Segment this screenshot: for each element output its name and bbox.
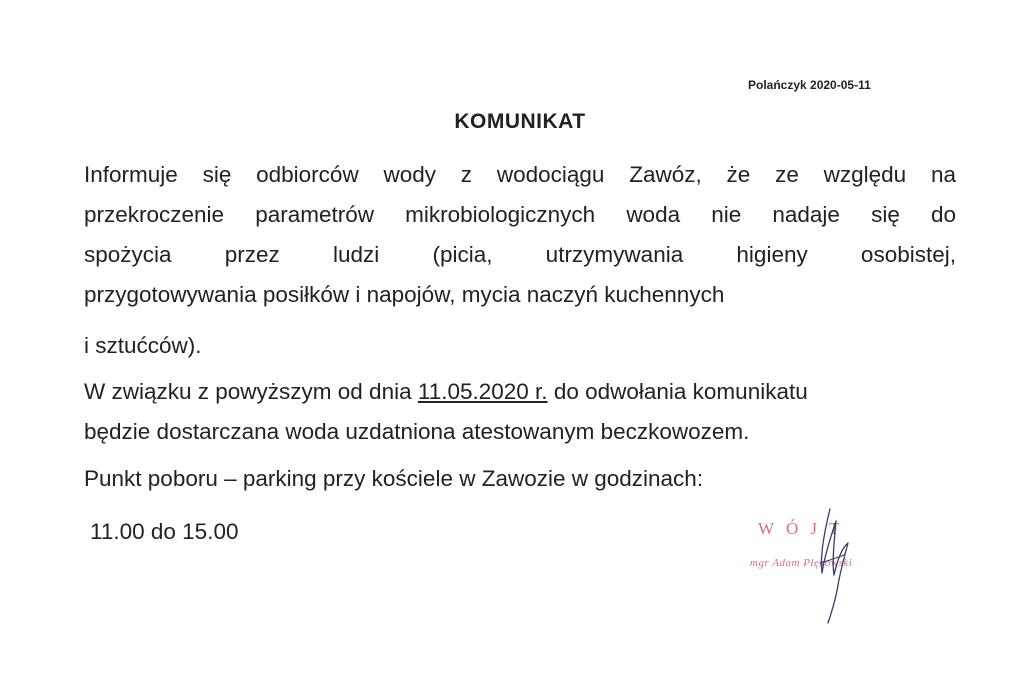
paragraph-notice-line-4: przygotowywania posiłków i napojów, mycia naczyń kuchennych <box>84 282 725 307</box>
paragraph-notice-line-3: spożycia przez ludzi (picia, utrzymywania higieny osobistej, <box>84 242 956 267</box>
stamp-name: mgr Adam Płękowski <box>750 557 853 569</box>
paragraph-hours: 11.00 do 15.00 <box>90 519 239 544</box>
paragraph-notice-continuation: i sztućców). <box>84 333 202 358</box>
document-title: KOMUNIKAT <box>454 110 586 133</box>
supply-start-date: 11.05.2020 r. <box>417 379 548 404</box>
supply-text-before: W związku z powyższym od dnia <box>84 379 418 404</box>
stamp-title: WÓJT <box>758 519 852 538</box>
paragraph-notice-line-2: przekroczenie parametrów mikrobiologicznych woda nie nadaje się do <box>84 202 956 227</box>
official-stamp <box>740 505 910 625</box>
paragraph-supply <box>84 372 956 452</box>
paragraph-supply-line-1 <box>84 372 956 412</box>
signature-icon <box>800 503 870 628</box>
place-date: Polańczyk 2020-05-11 <box>748 78 871 92</box>
paragraph-supply-line-2: będzie dostarczana woda uzdatniona atestowanym beczkowozem. <box>84 419 750 444</box>
supply-text-after: do odwołania komunikatu <box>547 379 808 404</box>
paragraph-notice-line-1: Informuje się odbiorców wody z wodociągu Zawóz, że ze względu na <box>84 162 956 187</box>
paragraph-notice <box>84 155 956 315</box>
paragraph-pickup-point: Punkt poboru – parking przy kościele w Zawozie w godzinach: <box>84 466 704 491</box>
